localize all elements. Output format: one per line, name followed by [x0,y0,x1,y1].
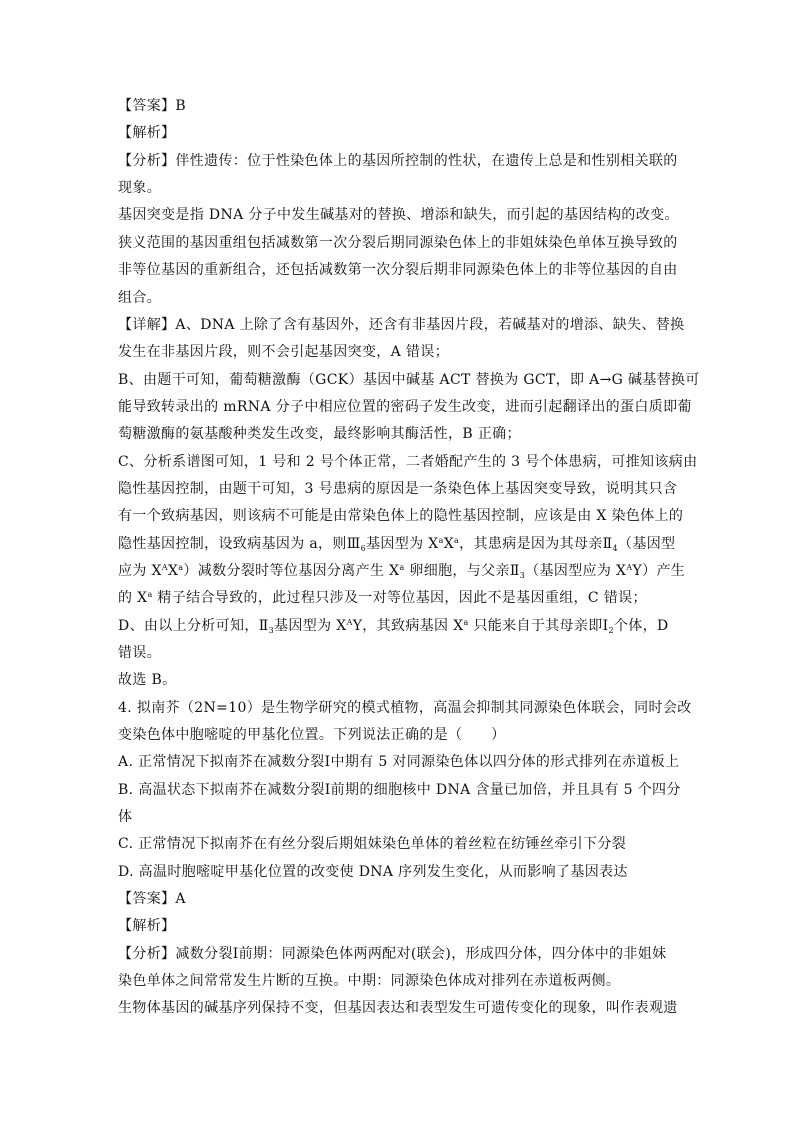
text-line-genotype: 的 $X^a$ 精子结合导致的，此过程只涉及一对等位基因，因此不是基因重组，C 错误； [118,590,647,606]
question-stem: 变染色体中胞嘧啶的甲基化位置。下列说法正确的是（ ） [118,727,506,743]
text-line: 染色单体之间常常发生片断的互换。中期：同源染色体成对排列在赤道板两侧。 [118,973,621,989]
text-line: 非等位基因的重新组合，还包括减数第一次分裂后期非同源染色体上的非等位基因的自由 [118,262,678,278]
text-line: 【分析】伴性遗传：位于性染色体上的基因所控制的性状，在遗传上总是和性别相关联的 [118,153,678,169]
text-line: 现象。 [118,180,162,196]
text-line: 【分析】减数分裂Ⅰ前期：同源染色体两两配对(联会)，形成四分体，四分体中的非姐妹 [118,946,667,962]
analysis-heading: 【解析】 [118,918,176,934]
text-line: 组合。 [118,290,162,306]
option-c: C. 正常情况下拟南芥在有丝分裂后期姐妹染色单体的着丝粒在纺锤丝牵引下分裂 [118,836,627,852]
detail-line: 【详解】A、DNA 上除了含有基因外，还含有非基因片段，若碱基对的增添、缺失、替换 [118,317,685,333]
option-b-cont: 体 [118,809,133,825]
text-line: C、分析系谱图可知，1 号和 2 号个体正常，二者婚配产生的 3 号个体患病，可推知该病由 [118,454,698,470]
text-line-genotype: 隐性基因控制，设致病基因为 a，则$Ⅲ_6$基因型为 $X^aX^a$，其患病是因为其母亲$Ⅱ_4$（基因型 [118,536,676,553]
analysis-heading: 【解析】 [118,125,176,141]
text-line: 生物体基因的碱基序列保持不变，但基因表达和表型发生可遗传变化的现象，叫作表观遗 [118,1000,678,1016]
conclusion-line: 故选 B。 [118,672,177,688]
text-line: 错误。 [118,645,162,661]
text-line: 有一个致病基因，则该病不可能是由常染色体上的隐性基因控制，应该是由 X 染色体上的 [118,508,684,524]
text-line-genotype: 应为 $X^AX^a$）减数分裂时等位基因分离产生 $X^a$ 卵细胞，与父亲$Ⅱ_3$（基因型应为 $X^AY$）产生 [118,563,686,580]
text-line: 隐性基因控制，由题干可知，3 号患病的原因是一条染色体上基因突变导致，说明其只含 [118,481,678,497]
answer-label: 【答案】A [118,891,186,907]
option-b: B. 高温状态下拟南芥在减数分裂Ⅰ前期的细胞核中 DNA 含量已加倍，并且具有 5 个四分 [118,782,681,798]
question-stem: 4. 拟南芥（2N=10）是生物学研究的模式植物，高温会抑制其同源染色体联会，同时会改 [118,700,692,716]
option-d: D. 高温时胞嘧啶甲基化位置的改变使 DNA 序列发生变化，从而影响了基因表达 [118,864,628,880]
text-line: 萄糖激酶的氨基酸种类发生改变，最终影响其酶活性，B 正确； [118,426,521,442]
text-line: 狭义范围的基因重组包括减数第一次分裂后期同源染色体上的非姐妹染色单体互换导致的 [118,235,678,251]
text-line: 基因突变是指 DNA 分子中发生碱基对的替换、增添和缺失，而引起的基因结构的改变。 [118,207,679,223]
option-a: A. 正常情况下拟南芥在减数分裂Ⅰ中期有 5 对同源染色体以四分体的形式排列在赤道板上 [118,754,680,770]
text-line: B、由题干可知，葡萄糖激酶（GCK）基因中碱基 ACT 替换为 GCT，即 A→G 碱基替换可 [118,372,700,388]
text-line: 发生在非基因片段，则不会引起基因突变，A 错误； [118,344,449,360]
answer-label: 【答案】B [118,98,187,114]
text-line-genotype: D、由以上分析可知，$Ⅱ_3$基因型为 $X^AY$，其致病基因 $X^a$ 只能来自于其母亲即$Ⅰ_2$个体，D [118,618,669,635]
text-line: 能导致转录出的 mRNA 分子中相应位置的密码子发生改变，进而引起翻译出的蛋白质即葡 [118,399,692,415]
